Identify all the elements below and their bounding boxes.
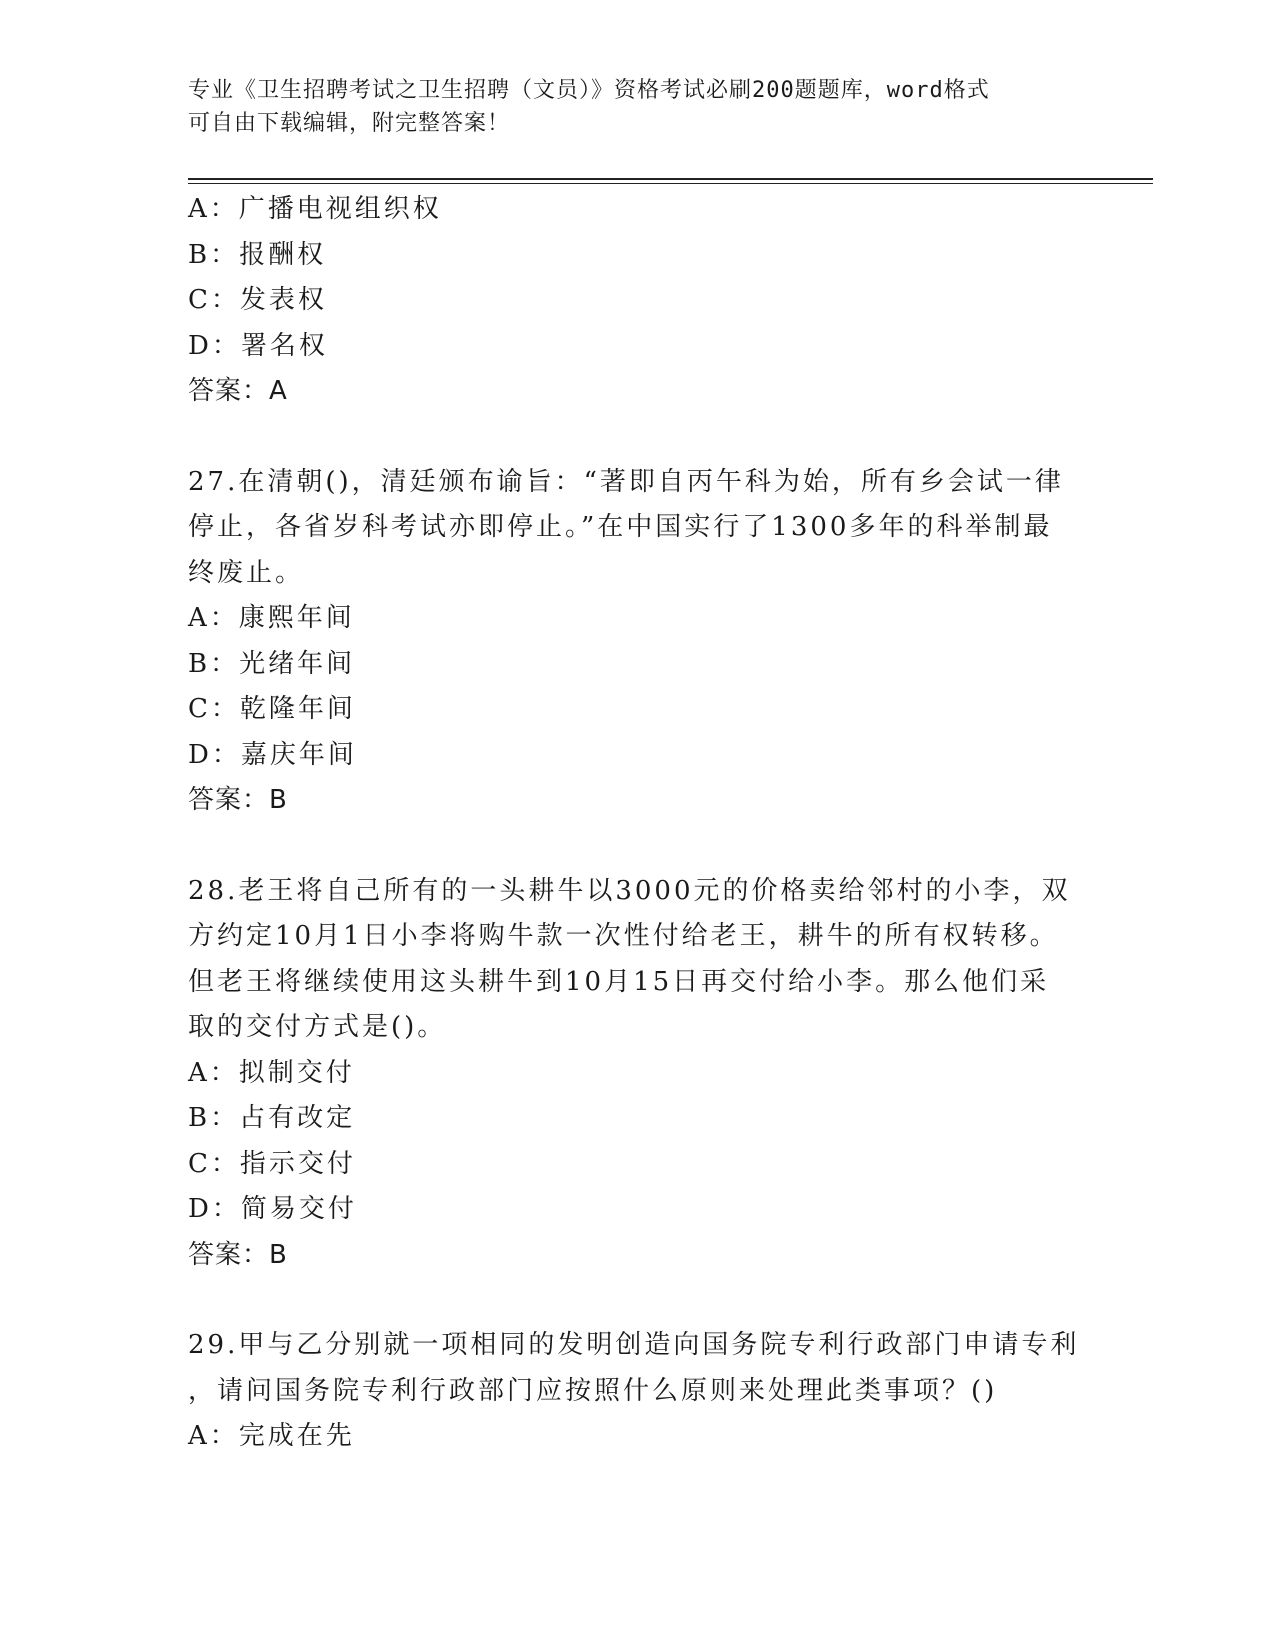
question-text-line: 取的交付方式是()。 xyxy=(188,1012,447,1042)
answer-line: 答案：B xyxy=(188,785,288,815)
question-list xyxy=(188,187,1088,1460)
answer-line: 答案：B xyxy=(188,1239,288,1270)
option-d: D：简易交付 xyxy=(188,1194,357,1224)
question-text-line: ，请问国务院专利行政部门应按照什么原则来处理此类事项？() xyxy=(188,1375,998,1406)
option-d: D：嘉庆年间 xyxy=(188,739,357,770)
header-divider-thick xyxy=(188,178,1153,180)
question-text-line: 28.老王将自己所有的一头耕牛以3000元的价格卖给邻村的小李，双 xyxy=(188,875,1071,906)
header-divider-thin xyxy=(188,183,1153,184)
answer-line: 答案：A xyxy=(188,376,288,406)
option-b: B：占有改定 xyxy=(188,1103,356,1133)
option-b: B：报酬权 xyxy=(188,239,327,270)
option-c: C：指示交付 xyxy=(188,1148,356,1179)
question-text-line: 终废止。 xyxy=(188,557,305,588)
option-d: D：署名权 xyxy=(188,330,328,361)
option-a: A：广播电视组织权 xyxy=(188,194,442,224)
question-text-line: 停止，各省岁科考试亦即停止。”在中国实行了1300多年的科举制最 xyxy=(188,512,1053,542)
question-text-line: 27.在清朝()，清廷颁布谕旨：“著即自丙午科为始，所有乡会试一律 xyxy=(188,466,1064,497)
option-c: C：发表权 xyxy=(188,285,327,315)
option-c: C：乾隆年间 xyxy=(188,694,356,724)
option-a: A：拟制交付 xyxy=(188,1057,355,1088)
option-a: A：完成在先 xyxy=(188,1421,355,1451)
header-title-line-1: 专业《卫生招聘考试之卫生招聘（文员）》资格考试必刷200题题库，word格式 xyxy=(188,78,990,103)
page-header xyxy=(188,74,1088,140)
question-text-line: 29.甲与乙分别就一项相同的发明创造向国务院专利行政部门申请专利 xyxy=(188,1330,1080,1360)
option-b: B：光绪年间 xyxy=(188,648,356,679)
question-block xyxy=(188,869,1088,1279)
option-a: A：康熙年间 xyxy=(188,603,355,633)
question-text-line: 但老王将继续使用这头耕牛到10月15日再交付给小李。那么他们采 xyxy=(188,966,1050,997)
question-block xyxy=(188,460,1088,824)
question-block xyxy=(188,187,1088,415)
header-title-line-2: 可自由下载编辑，附完整答案！ xyxy=(188,111,511,136)
question-block xyxy=(188,1323,1088,1460)
question-text-line: 方约定10月1日小李将购牛款一次性付给老王，耕牛的所有权转移。 xyxy=(188,921,1059,951)
